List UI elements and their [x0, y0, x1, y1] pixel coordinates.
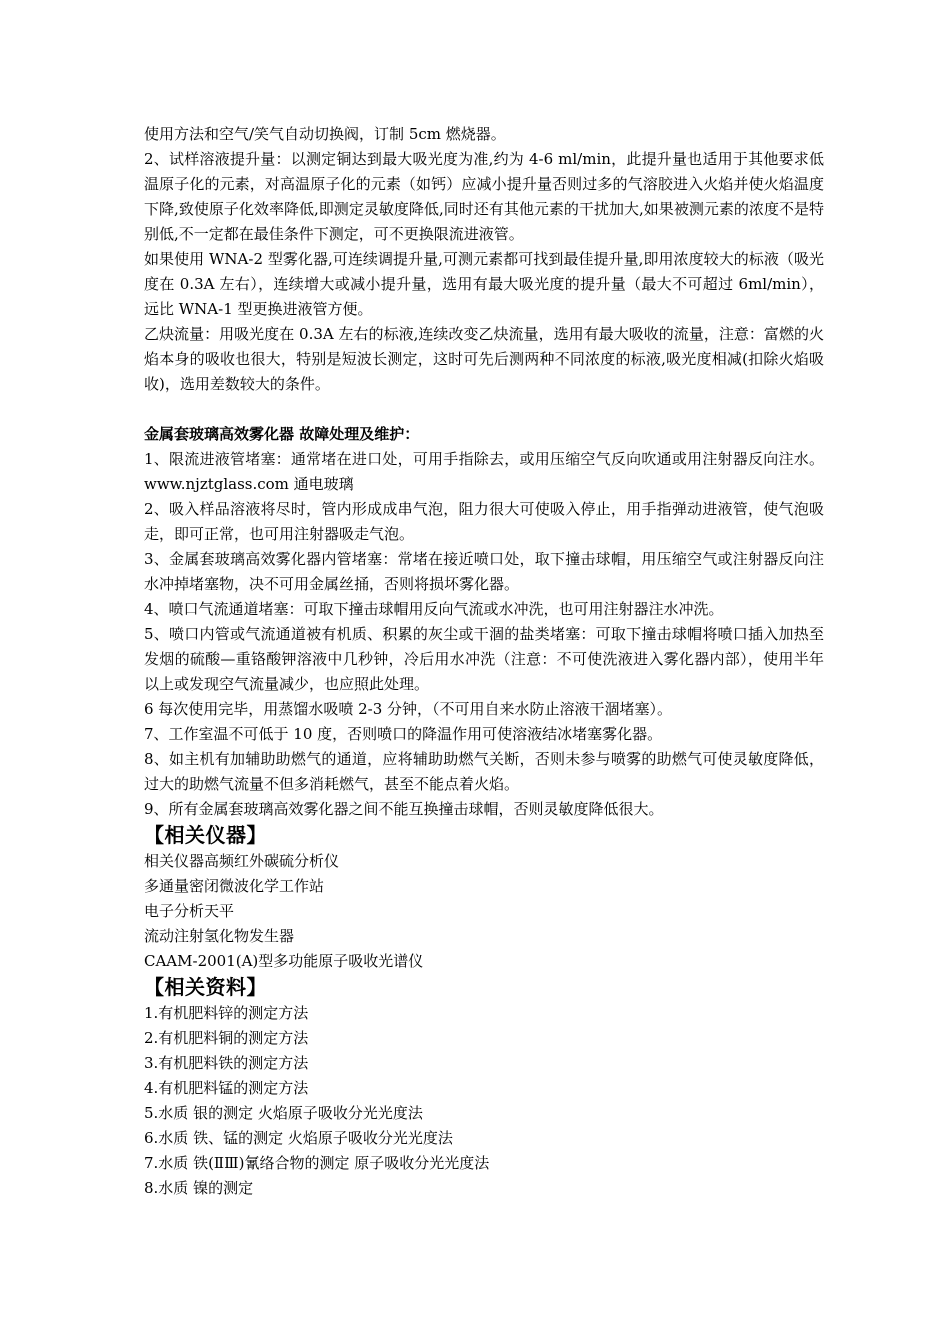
related-instrument-item: 电子分析天平: [144, 902, 235, 920]
related-material-item: 5.水质 银的测定 火焰原子吸收分光光度法: [144, 1104, 423, 1122]
blank-line: [144, 397, 824, 422]
related-instrument-item: 流动注射氢化物发生器: [144, 927, 295, 945]
maintenance-item: 7、工作室温不可低于 10 度，否则喷口的降温作用可使溶液结冰堵塞雾化器。: [144, 725, 663, 743]
document-page: [144, 122, 824, 1201]
related-material-item: 4.有机肥料锰的测定方法: [144, 1079, 309, 1097]
related-material-item: 6.水质 铁、锰的测定 火焰原子吸收分光光度法: [144, 1129, 453, 1147]
maintenance-heading: 金属套玻璃高效雾化器 故障处理及维护：: [144, 425, 420, 443]
maintenance-item: 1、限流进液管堵塞：通常堵在进口处，可用手指除去，或用压缩空气反向吹通或用注射器反向注水。www.njztglass.com 通电玻璃: [144, 450, 824, 493]
related-material-item: 7.水质 铁(ⅡⅢ)氰络合物的测定 原子吸收分光光度法: [144, 1154, 490, 1172]
maintenance-item: 4、喷口气流通道堵塞：可取下撞击球帽用反向气流或水冲洗，也可用注射器注水冲洗。: [144, 600, 724, 618]
intro-paragraph: 乙炔流量：用吸光度在 0.3A 左右的标液,连续改变乙炔流量，选用有最大吸收的流量，注意：富燃的火焰本身的吸收也很大，特别是短波长测定，这时可先后测两种不同浓度的标液,吸光度相减(扣除火焰吸收)，选用差数较大的条件。: [144, 325, 824, 393]
maintenance-item: 3、金属套玻璃高效雾化器内管堵塞：常堵在接近喷口处，取下撞击球帽，用压缩空气或注射器反向注水冲掉堵塞物，决不可用金属丝捅，否则将损坏雾化器。: [144, 550, 824, 593]
related-materials-heading: 【相关资料】: [144, 975, 267, 999]
related-material-item: 3.有机肥料铁的测定方法: [144, 1054, 309, 1072]
related-material-item: 1.有机肥料锌的测定方法: [144, 1004, 309, 1022]
related-instrument-item: 多通量密闭微波化学工作站: [144, 877, 325, 895]
intro-paragraph: 使用方法和空气/笑气自动切换阀，订制 5cm 燃烧器。: [144, 125, 506, 143]
intro-paragraph: 2、试样溶液提升量：以测定铜达到最大吸光度为准,约为 4-6 ml/min，此提升量也适用于其他要求低温原子化的元素，对高温原子化的元素（如钙）应减小提升量否则过多的气溶胶进入火焰并使火焰温度下降,致使原子化效率降低,即测定灵敏度降低,同时还有其他元素的干扰加大,如果被测元素的浓度不是特别低,不一定都在最佳条件下测定，可不更换限流进液管。: [144, 150, 824, 243]
related-instrument-item: CAAM-2001(A)型多功能原子吸收光谱仪: [144, 952, 424, 970]
related-instruments-heading: 【相关仪器】: [144, 823, 267, 847]
maintenance-item: 9、所有金属套玻璃高效雾化器之间不能互换撞击球帽，否则灵敏度降低很大。: [144, 800, 664, 818]
maintenance-item: 8、如主机有加辅助助燃气的通道，应将辅助助燃气关断，否则未参与喷雾的助燃气可使灵敏度降低，过大的助燃气流量不但多消耗燃气，甚至不能点着火焰。: [144, 750, 824, 793]
related-material-item: 8.水质 镍的测定: [144, 1179, 254, 1197]
maintenance-item: 5、喷口内管或气流通道被有机质、积累的灰尘或干涸的盐类堵塞：可取下撞击球帽将喷口插入加热至发烟的硫酸—重铬酸钾溶液中几秒钟，冷后用水冲洗（注意：不可使洗液进入雾化器内部），使用半年以上或发现空气流量减少，也应照此处理。: [144, 625, 824, 693]
maintenance-item: 2、吸入样品溶液将尽时，管内形成成串气泡，阻力很大可使吸入停止，用手指弹动进液管，使气泡吸走，即可正常，也可用注射器吸走气泡。: [144, 500, 824, 543]
related-instrument-item: 相关仪器高频红外碳硫分析仪: [144, 852, 340, 870]
related-material-item: 2.有机肥料铜的测定方法: [144, 1029, 309, 1047]
maintenance-item: 6 每次使用完毕，用蒸馏水吸喷 2-3 分钟，（不可用自来水防止溶液干涸堵塞）。: [144, 700, 673, 718]
intro-paragraph: 如果使用 WNA-2 型雾化器,可连续调提升量,可测元素都可找到最佳提升量,即用浓度较大的标液（吸光度在 0.3A 左右），连续增大或减小提升量，选用有最大吸光度的提升量（最大不可超过 6ml/min），远比 WNA-1 型更换进液管方便。: [144, 250, 824, 318]
